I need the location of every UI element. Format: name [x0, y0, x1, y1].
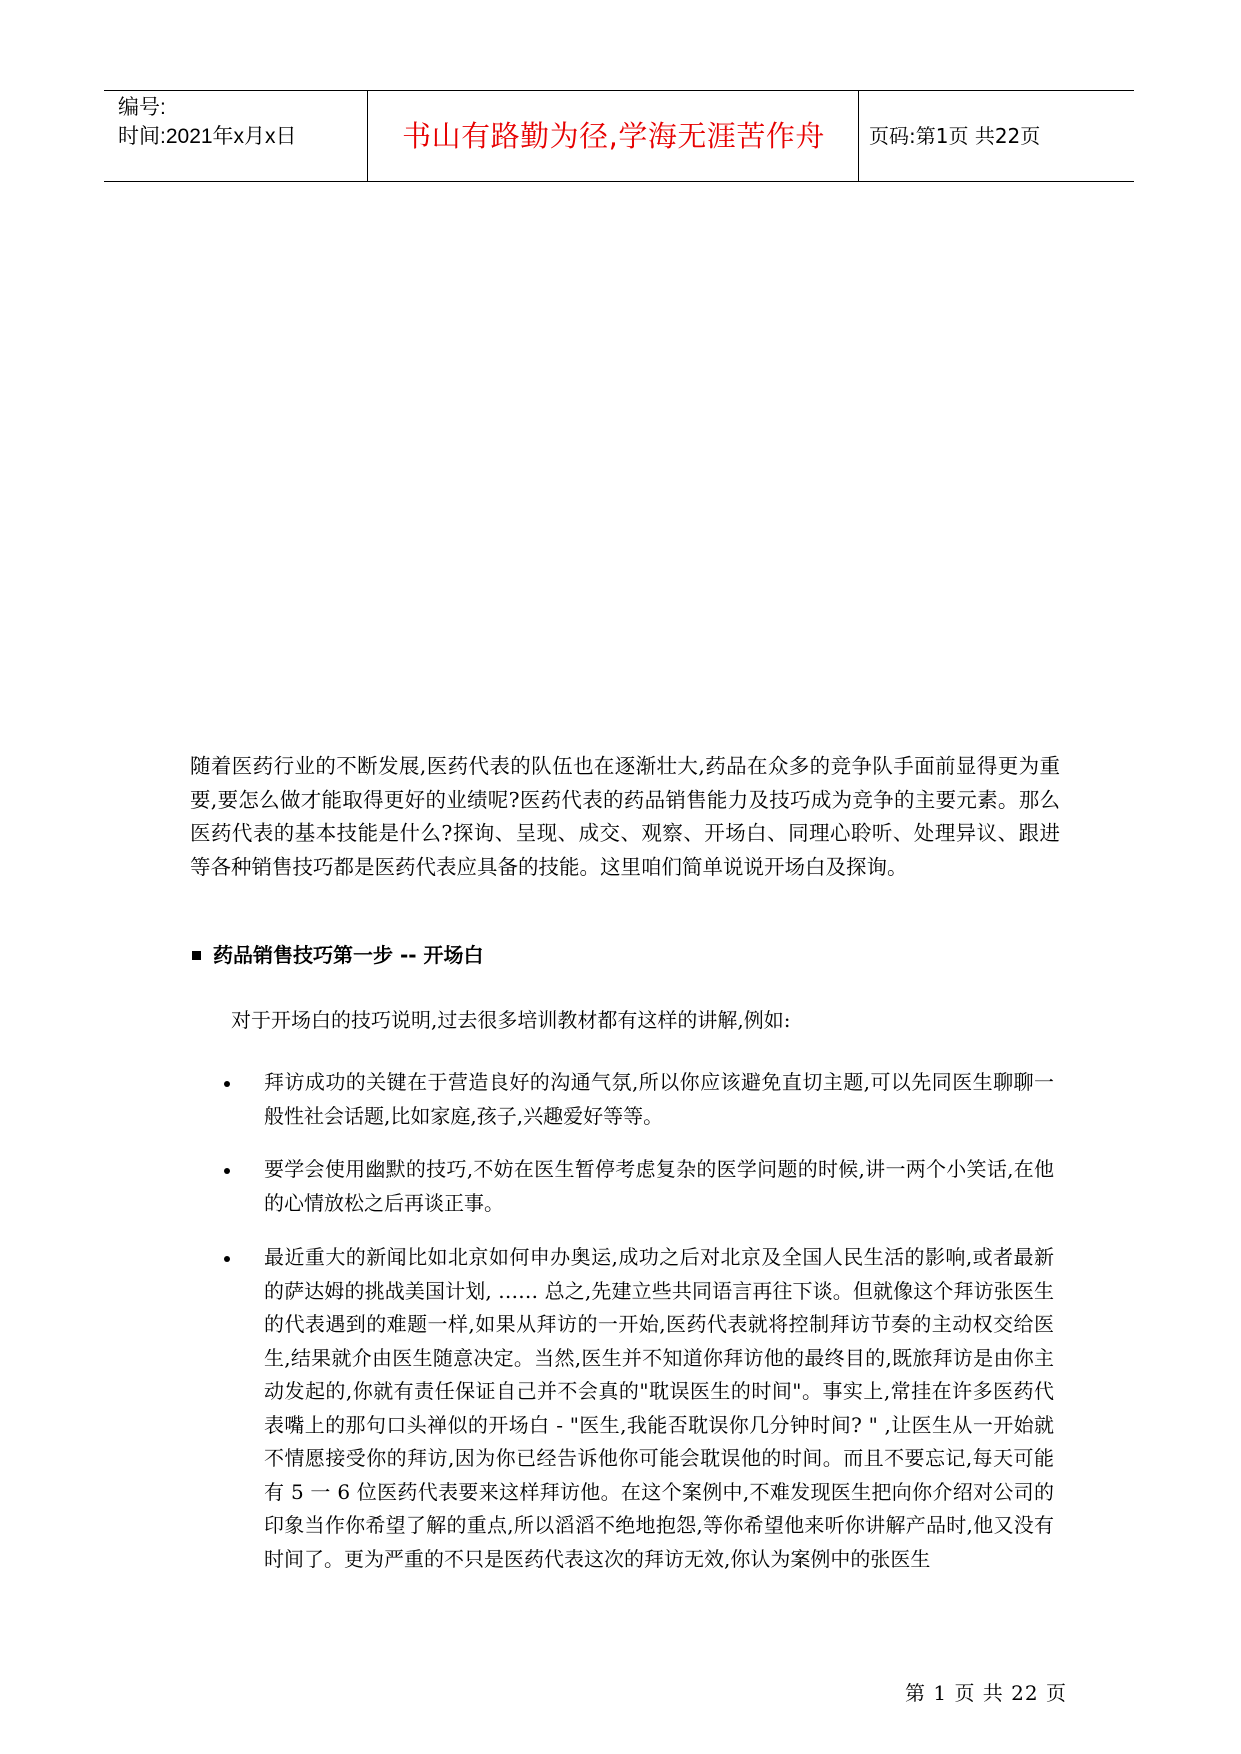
section-heading — [190, 940, 484, 970]
section-lead: 对于开场白的技巧说明,过去很多培训教材都有这样的讲解,例如: — [231, 1008, 791, 1032]
header-motto: 书山有路勤为径,学海无涯苦作舟 — [402, 119, 825, 153]
list-item-text: 要学会使用幽默的技巧,不妨在医生暂停考虑复杂的医学问题的时候,讲一两个小笑话,在他的心情放松之后再谈正事。 — [264, 1157, 1054, 1215]
list-item — [224, 1153, 1054, 1220]
header-divider-left — [367, 91, 368, 181]
intro-paragraph: 随着医药行业的不断发展,医药代表的队伍也在逐渐壮大,药品在众多的竞争队手面前显得更为重要,要怎么做才能取得更好的业绩呢?医药代表的药品销售能力及技巧成为竞争的主要元素。那么医药代表的基本技能是什么?探询、呈现、成交、观察、开场白、同理心聆听、处理异议、跟进等各种销售技巧都是医药代表应具备的技能。这里咱们简单说说开场白及探询。 — [190, 754, 1060, 879]
bullet-dot-icon — [224, 1168, 230, 1174]
section-heading-text: 药品销售技巧第一步 -- 开场白 — [213, 943, 484, 967]
header-divider-right — [858, 91, 859, 181]
time-label: 时间:2021年x月x日 — [118, 125, 297, 148]
list-item — [224, 1066, 1054, 1133]
bullet-dot-icon — [224, 1081, 230, 1087]
header-meta — [118, 93, 358, 151]
bullet-dot-icon — [224, 1256, 230, 1262]
header-page-number: 页码:第1页 共22页 — [869, 124, 1041, 148]
list-item — [224, 1241, 1054, 1576]
list-item-text: 拜访成功的关键在于营造良好的沟通气氛,所以你应该避免直切主题,可以先同医生聊聊一般性社会话题,比如家庭,孩子,兴趣爱好等等。 — [264, 1070, 1054, 1128]
list-item-text: 最近重大的新闻比如北京如何申办奥运,成功之后对北京及全国人民生活的影响,或者最新的萨达姆的挑战美国计划, …… 总之,先建立些共同语言再往下谈。但就像这个拜访张医生的代表遇到的难题一样,如果从拜访的一开始,医药代表就将控制拜访节奏的主动权交给医生,结果就介由医生随意决定。当然,医生并不知道你拜访他的最终目的,既旅拜访是由你主动发起的,你就有责任保证自己并不会真的"耽误医生的时间"。事实上,常挂在许多医药代表嘴上的那句口头禅似的开场白 - "医生,我能否耽误你几分钟时间? " ,让医生从一开始就不情愿接受你的拜访,因为你已经告诉他你可能会耽误他的时间。而且不要忘记,每天可能有 5 一 6 位医药代表要来这样拜访他。在这个案例中,不难发现医生把向你介绍对公司的印象当作你希望了解的重点,所以滔滔不绝地抱怨,等你希望他来听你讲解产品时,他又没有时间了。更为严重的不只是医药代表这次的拜访无效,你认为案例中的张医生 — [264, 1245, 1054, 1571]
square-bullet-icon — [192, 951, 201, 960]
page-header — [104, 90, 1134, 182]
serial-number-label: 编号: — [118, 96, 166, 119]
page-footer: 第 1 页 共 22 页 — [905, 1681, 1067, 1705]
